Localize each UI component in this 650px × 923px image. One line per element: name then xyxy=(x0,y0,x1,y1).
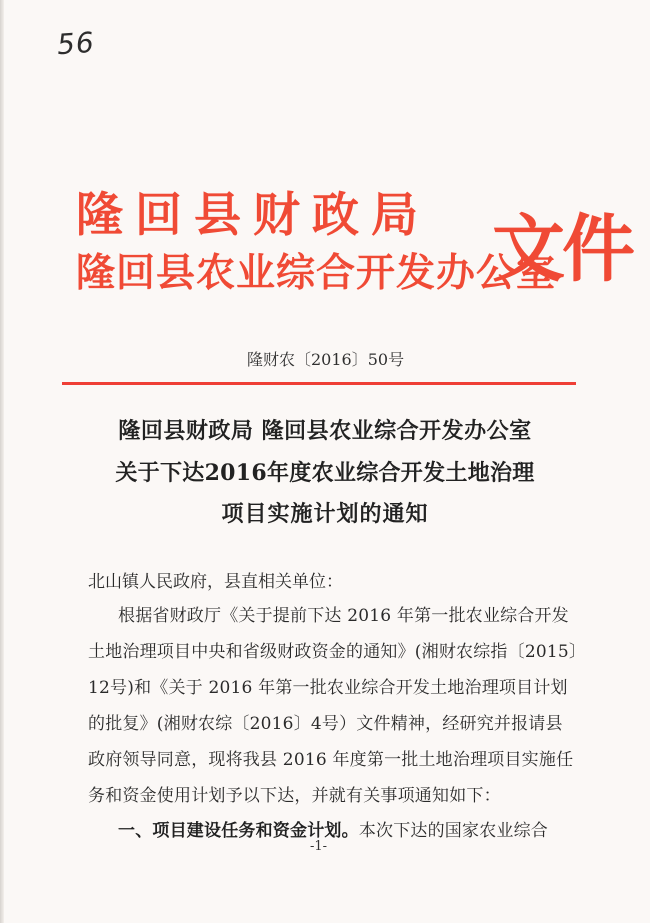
page-number: -1- xyxy=(310,839,328,854)
body-paragraph-line-1: 根据省财政厅《关于提前下达 2016 年第一批农业综合开发 xyxy=(118,606,569,626)
notice-title-line-3: 项目实施计划的通知 xyxy=(221,501,429,527)
document-number: 隆财农〔2016〕50号 xyxy=(247,350,405,369)
notice-title-line-2: 关于下达2016年度农业综合开发土地治理 xyxy=(115,460,535,486)
handwritten-page-mark: 56 xyxy=(55,25,96,62)
notice-title-line-1: 隆回县财政局 隆回县农业综合开发办公室 xyxy=(118,418,532,444)
salutation: 北山镇人民政府，县直相关单位： xyxy=(88,572,343,592)
section-one-heading: 一、项目建设任务和资金计划。 xyxy=(118,821,359,841)
section-one-line xyxy=(118,816,548,841)
body-paragraph-line-6: 务和资金使用计划予以下达，并就有关事项通知如下： xyxy=(88,786,501,806)
body-paragraph-line-5: 政府领导同意，现将我县 2016 年度第一批土地治理项目实施任 xyxy=(88,750,574,770)
body-paragraph-line-2: 土地治理项目中央和省级财政资金的通知》(湘财农综指〔2015〕 xyxy=(88,642,587,662)
body-paragraph-line-3: 12号)和《关于 2016 年第一批农业综合开发土地治理项目计划 xyxy=(88,678,568,698)
header-red-rule xyxy=(62,382,576,385)
header-document-suffix: 文件 xyxy=(492,206,632,292)
header-agency-line-2: 隆回县农业综合开发办公室 xyxy=(76,250,557,296)
header-agency-line-1: 隆回县财政局 xyxy=(76,188,430,243)
section-one-text: 本次下达的国家农业综合 xyxy=(358,821,549,841)
body-paragraph-line-4: 的批复》(湘财农综〔2016〕4号）文件精神，经研究并报请县 xyxy=(88,714,563,734)
